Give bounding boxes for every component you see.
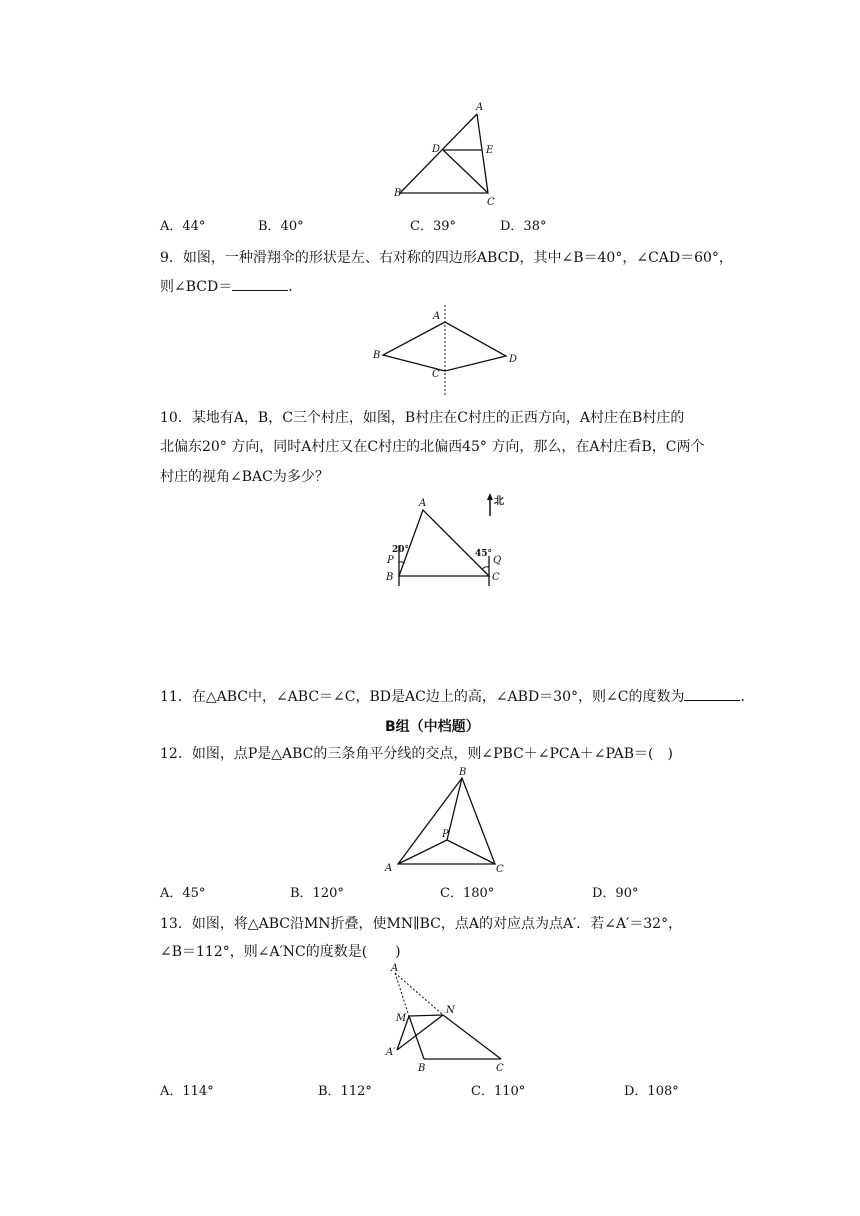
label-B: B [373, 350, 381, 361]
figure-q12-triangle [380, 768, 520, 878]
q13-line1: 13．如图，将△ABC沿MN折叠，使MN∥BC，点A的对应点为点A′．若∠A′＝32°， [160, 916, 683, 932]
figure-q8-triangle [390, 100, 510, 210]
q9-text: 则∠BCD＝ [160, 279, 233, 295]
label-A: A [476, 102, 484, 113]
q12-option-d: D．90° [592, 886, 639, 901]
label-B: B [418, 1063, 426, 1074]
q9-line2 [160, 276, 302, 297]
q11-period: ． [740, 689, 755, 705]
q13-option-d: D．108° [624, 1084, 679, 1099]
angle-20: 20° [392, 545, 410, 555]
label-Q: Q [493, 555, 502, 566]
label-B: B [459, 767, 467, 778]
q13-option-b: B．112° [318, 1084, 372, 1099]
q9-answer-blank[interactable] [232, 276, 288, 291]
q9-period: ． [288, 279, 303, 295]
label-A: A [391, 963, 399, 974]
figure-q9-kite [370, 305, 530, 400]
q12-option-b: B．120° [290, 886, 344, 901]
label-C: C [496, 864, 504, 875]
label-B: B [394, 188, 402, 199]
angle-45: 45° [475, 549, 493, 559]
q13-option-a: A．114° [160, 1084, 214, 1099]
label-P: P [387, 555, 394, 566]
q10-line1: 10．某地有A，B，C三个村庄，如图，B村庄在C村庄的正西方向，A村庄在B村庄的 [160, 410, 685, 426]
q10-line2: 北偏东20° 方向，同时A村庄又在C村庄的北偏西45° 方向，那么，在A村庄看B，C两个 [160, 439, 705, 455]
label-A: A [419, 498, 427, 509]
label-E: E [486, 145, 494, 156]
label-D: D [432, 144, 441, 155]
q8-option-d: D．38° [500, 219, 547, 234]
q10-line3: 村庄的视角∠BAC为多少？ [160, 469, 329, 485]
q8-option-b: B．40° [258, 219, 304, 234]
label-C: C [496, 1063, 504, 1074]
label-B: B [386, 572, 394, 583]
figure-q10-villages [380, 490, 520, 590]
q12-option-a: A．45° [160, 886, 206, 901]
label-C: C [492, 572, 500, 583]
figure-q13-fold [380, 963, 520, 1076]
label-A: A [385, 863, 393, 874]
q9-line1: 9．如图，一种滑翔伞的形状是左、右对称的四边形ABCD，其中∠B＝40°，∠CAD＝60°， [160, 250, 733, 266]
q11-answer-blank[interactable] [684, 686, 740, 701]
section-b-title: B组（中档题） [385, 719, 480, 735]
label-N: N [446, 1005, 455, 1016]
label-A-prime: A′ [386, 1047, 396, 1058]
q12-option-c: C．180° [440, 886, 495, 901]
label-A: A [433, 311, 441, 322]
q11-text: 11．在△ABC中，∠ABC＝∠C，BD是AC边上的高，∠ABD＝30°，则∠C的度数为 [160, 689, 685, 705]
q12-line: 12．如图，点P是△ABC的三条角平分线的交点，则∠PBC＋∠PCA＋∠PAB＝( ) [160, 746, 673, 762]
north-label: 北 [494, 496, 504, 507]
label-D: D [509, 354, 518, 365]
q13-option-c: C．110° [471, 1084, 526, 1099]
q11-line [160, 686, 754, 707]
q13-line2: ∠B＝112°，则∠A′NC的度数是( ) [160, 944, 401, 960]
label-C: C [432, 369, 440, 380]
label-C: C [487, 197, 495, 208]
q8-option-c: C．39° [410, 219, 456, 234]
label-P: P [442, 829, 449, 840]
label-M: M [396, 1013, 407, 1024]
q8-option-a: A．44° [160, 219, 206, 234]
